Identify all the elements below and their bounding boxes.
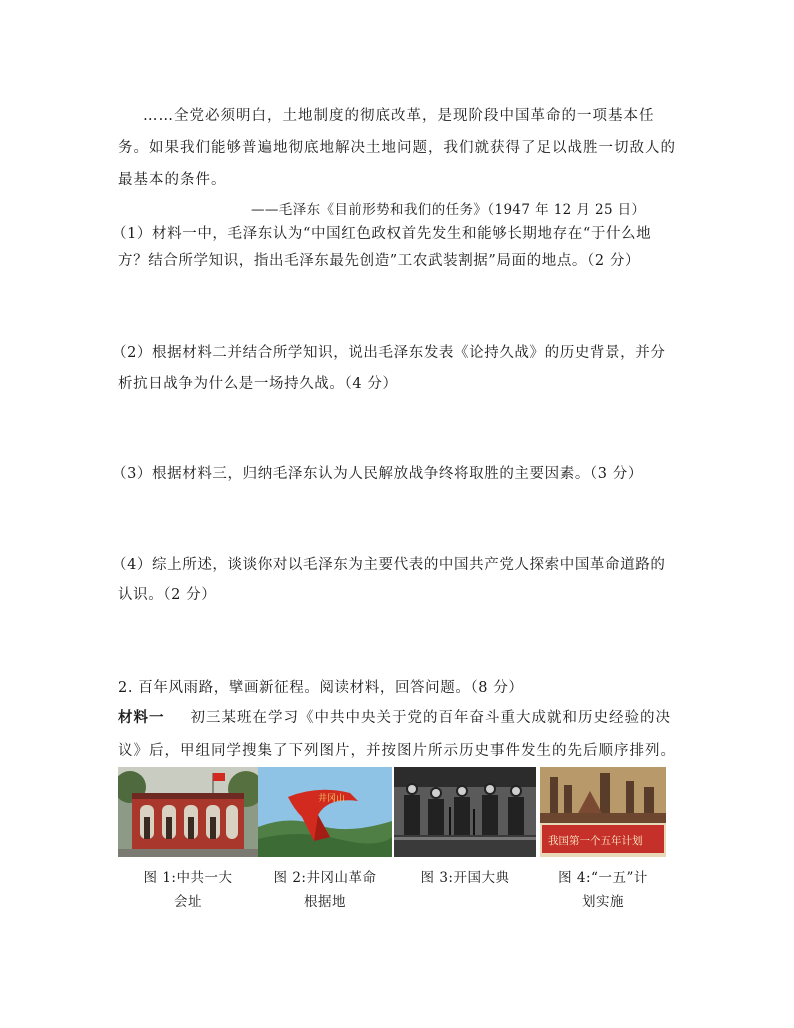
material-one-line-1: [118, 706, 671, 727]
figure-3-photo: [394, 767, 536, 857]
figure-2-caption: [258, 866, 392, 914]
question-4-line-2: 认识。（2 分）: [118, 587, 217, 603]
figure-3-caption: [394, 866, 536, 890]
figure-4-photo: [540, 767, 666, 857]
figure-1-caption: [118, 866, 258, 914]
question-2-line-2: 析抗日战争为什么是一场持久战。（4 分）: [118, 376, 398, 392]
figure-4-caption: [540, 866, 666, 914]
question-3-line-1: （3）根据材料三，归纳毛泽东认为人民解放战争终将取胜的主要因素。（3 分）: [112, 466, 644, 482]
section-2-heading: 2. 百年风雨路，擘画新征程。阅读材料，回答问题。（8 分）: [118, 680, 524, 696]
figure-4-caption-line-1: 图 4:“一五”计: [558, 870, 648, 886]
quote-line-3: 最基本的条件。: [118, 172, 227, 188]
figure-1-caption-line-2: 会址: [174, 894, 202, 910]
figure-1-photo: [118, 767, 258, 857]
figure-2-caption-line-2: 根据地: [304, 894, 346, 910]
material-one-line-2: 议》后，甲组同学搜集了下列图片，并按图片所示历史事件发生的先后顺序排列。: [118, 743, 676, 759]
question-4-line-1: （4）综上所述，谈谈你对以毛泽东为主要代表的中国共产党人探索中国革命道路的: [112, 557, 666, 573]
question-1-line-2: 方？结合所学知识，指出毛泽东最先创造”工农武装割据”局面的地点。（2 分）: [118, 253, 641, 269]
material-label: 材料一: [118, 709, 165, 726]
quote-source: ——毛泽东《目前形势和我们的任务》（1947 年 12 月 25 日）: [251, 202, 646, 218]
quote-line-2: 务。如果我们能够普遍地彻底地解决土地问题，我们就获得了足以战胜一切敌人的: [118, 140, 676, 156]
monument-photo-icon: [258, 767, 392, 857]
figure-2-caption-line-1: 图 2:井冈山革命: [273, 870, 377, 886]
question-2-line-1: （2）根据材料二并结合所学知识，说出毛泽东发表《论持久战》的历史背景，并分: [112, 345, 666, 361]
poster-photo-icon: [540, 767, 666, 857]
figure-3-caption-line-1: 图 3:开国大典: [420, 870, 510, 886]
ceremony-photo-icon: [394, 767, 536, 857]
figure-4-caption-line-2: 划实施: [582, 894, 624, 910]
question-1-line-1: （1）材料一中，毛泽东认为“中国红色政权首先发生和能够长期地存在“于什么地: [112, 226, 652, 242]
monument-sign-text: 井冈山: [318, 794, 346, 804]
building-photo-icon: [118, 767, 258, 857]
quote-line-1: ……全党必须明白，土地制度的彻底改革，是现阶段中国革命的一项基本任: [143, 108, 655, 124]
poster-title-text: 我国第一个五年计划: [548, 835, 643, 847]
figure-1-caption-line-1: 图 1:中共一大: [143, 870, 233, 886]
material-one-text: 初三某班在学习《中共中央关于党的百年奋斗重大成就和历史经验的决: [190, 710, 671, 726]
figure-2-photo: [258, 767, 392, 857]
